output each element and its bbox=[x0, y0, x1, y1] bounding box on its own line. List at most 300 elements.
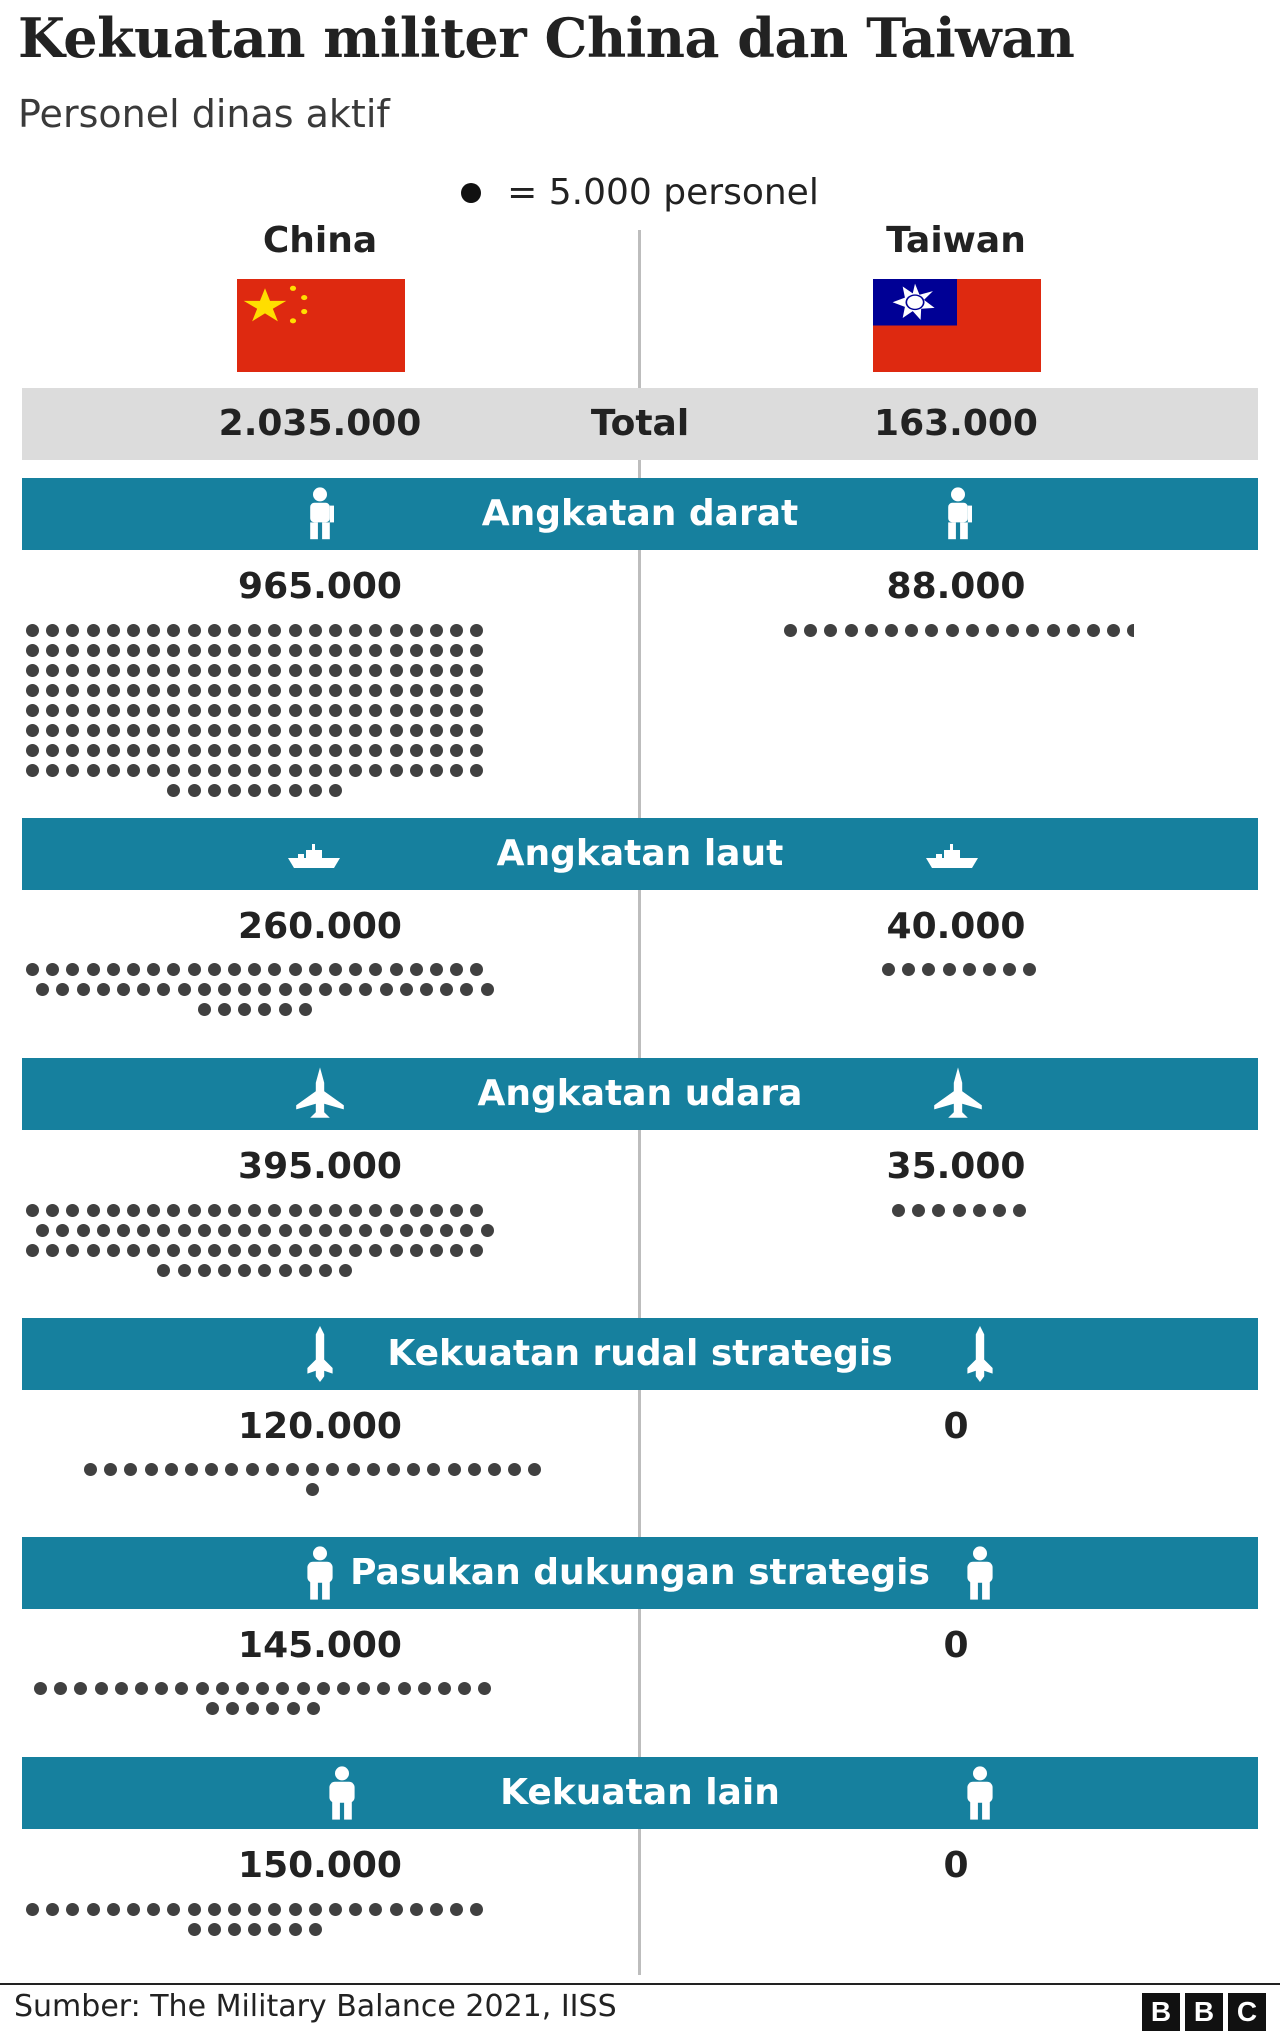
personnel-dot bbox=[208, 784, 221, 797]
personnel-dot bbox=[107, 724, 120, 737]
personnel-dot bbox=[117, 983, 130, 996]
personnel-dot bbox=[87, 764, 100, 777]
personnel-dot bbox=[460, 1224, 473, 1237]
personnel-dot bbox=[289, 724, 302, 737]
personnel-dot bbox=[167, 644, 180, 657]
personnel-dot bbox=[167, 664, 180, 677]
personnel-dot bbox=[188, 1903, 201, 1916]
personnel-dot bbox=[450, 764, 463, 777]
personnel-dot bbox=[349, 724, 362, 737]
army-taiwan-value: 88.000 bbox=[886, 566, 1026, 607]
personnel-dot bbox=[986, 624, 999, 637]
personnel-dot bbox=[420, 1224, 433, 1237]
personnel-dot bbox=[410, 664, 423, 677]
personnel-dot bbox=[410, 1903, 423, 1916]
personnel-dot bbox=[117, 1224, 130, 1237]
personnel-dot bbox=[107, 1204, 120, 1217]
personnel-dot bbox=[279, 983, 292, 996]
personnel-dot bbox=[400, 1224, 413, 1237]
personnel-dot bbox=[410, 724, 423, 737]
section-label-airforce: Angkatan udara bbox=[477, 1073, 803, 1114]
personnel-dot bbox=[167, 1204, 180, 1217]
personnel-dot bbox=[390, 624, 403, 637]
person-icon bbox=[950, 1765, 1010, 1821]
personnel-dot bbox=[488, 1463, 501, 1476]
personnel-dot bbox=[66, 963, 79, 976]
personnel-dot bbox=[369, 744, 382, 757]
personnel-dot bbox=[127, 744, 140, 757]
personnel-dot bbox=[450, 684, 463, 697]
personnel-dot bbox=[329, 644, 342, 657]
section-header-support-force bbox=[22, 1537, 1258, 1609]
personnel-dot bbox=[266, 1702, 279, 1715]
personnel-dot bbox=[236, 1682, 249, 1695]
personnel-dot bbox=[188, 1204, 201, 1217]
personnel-dot bbox=[167, 624, 180, 637]
personnel-dot bbox=[178, 1264, 191, 1277]
personnel-dot bbox=[1013, 1204, 1026, 1217]
personnel-dot bbox=[268, 1204, 281, 1217]
taiwan-flag-icon bbox=[873, 279, 1041, 372]
personnel-dot bbox=[84, 1463, 97, 1476]
personnel-dot bbox=[26, 664, 39, 677]
personnel-dot bbox=[248, 963, 261, 976]
personnel-dot bbox=[87, 624, 100, 637]
personnel-dot bbox=[470, 724, 483, 737]
personnel-dot bbox=[74, 1682, 87, 1695]
section-label-support-force: Pasukan dukungan strategis bbox=[350, 1552, 930, 1593]
ship-icon bbox=[922, 826, 982, 882]
personnel-dot bbox=[1006, 624, 1019, 637]
personnel-dot bbox=[882, 963, 895, 976]
personnel-dot bbox=[127, 724, 140, 737]
personnel-dot bbox=[902, 963, 915, 976]
personnel-dot bbox=[390, 1204, 403, 1217]
personnel-dot bbox=[66, 704, 79, 717]
personnel-dot bbox=[905, 624, 918, 637]
personnel-dot bbox=[306, 1463, 319, 1476]
personnel-dot bbox=[127, 684, 140, 697]
personnel-dot bbox=[357, 1682, 370, 1695]
personnel-dot bbox=[337, 1682, 350, 1695]
personnel-dot bbox=[268, 784, 281, 797]
personnel-dot bbox=[115, 1682, 128, 1695]
personnel-dot bbox=[228, 724, 241, 737]
personnel-dot bbox=[925, 624, 938, 637]
personnel-dot bbox=[66, 744, 79, 757]
personnel-dot bbox=[430, 644, 443, 657]
chart-subtitle: Personel dinas aktif bbox=[18, 92, 390, 136]
personnel-dot bbox=[26, 1244, 39, 1257]
personnel-dot bbox=[450, 644, 463, 657]
personnel-dot bbox=[127, 664, 140, 677]
personnel-dot bbox=[147, 1204, 160, 1217]
personnel-dot bbox=[238, 1264, 251, 1277]
personnel-dot bbox=[309, 704, 322, 717]
personnel-dot bbox=[349, 704, 362, 717]
personnel-dot bbox=[135, 1682, 148, 1695]
personnel-dot bbox=[198, 983, 211, 996]
personnel-dot bbox=[427, 1463, 440, 1476]
personnel-dot bbox=[349, 1244, 362, 1257]
personnel-dot bbox=[349, 764, 362, 777]
personnel-dot bbox=[188, 1923, 201, 1936]
personnel-dot bbox=[329, 1204, 342, 1217]
personnel-dot bbox=[26, 744, 39, 757]
personnel-dot bbox=[458, 1682, 471, 1695]
personnel-dot bbox=[145, 1463, 158, 1476]
personnel-dot bbox=[430, 963, 443, 976]
person-icon bbox=[950, 1545, 1010, 1601]
personnel-dot bbox=[137, 1224, 150, 1237]
personnel-dot bbox=[157, 1264, 170, 1277]
personnel-dot bbox=[279, 1264, 292, 1277]
personnel-dot bbox=[218, 1264, 231, 1277]
support-force-taiwan-value: 0 bbox=[943, 1625, 969, 1666]
personnel-dot bbox=[87, 963, 100, 976]
personnel-dot bbox=[198, 1264, 211, 1277]
personnel-dot bbox=[824, 624, 837, 637]
personnel-dot bbox=[208, 704, 221, 717]
personnel-dot bbox=[107, 704, 120, 717]
section-label-navy: Angkatan laut bbox=[496, 833, 784, 874]
personnel-dot bbox=[188, 704, 201, 717]
personnel-dot bbox=[430, 724, 443, 737]
personnel-dot bbox=[46, 744, 59, 757]
personnel-dot bbox=[238, 1003, 251, 1016]
personnel-dot bbox=[46, 1903, 59, 1916]
personnel-dot bbox=[26, 684, 39, 697]
personnel-dot bbox=[329, 784, 342, 797]
personnel-dot bbox=[147, 963, 160, 976]
personnel-dot bbox=[228, 1244, 241, 1257]
personnel-dot bbox=[1107, 624, 1120, 637]
personnel-dot bbox=[216, 1682, 229, 1695]
personnel-dot bbox=[470, 963, 483, 976]
personnel-dot bbox=[369, 684, 382, 697]
personnel-dot bbox=[286, 1463, 299, 1476]
personnel-dot bbox=[188, 744, 201, 757]
personnel-dot bbox=[248, 784, 261, 797]
personnel-dot bbox=[309, 664, 322, 677]
personnel-dot bbox=[369, 1903, 382, 1916]
personnel-dot bbox=[175, 1682, 188, 1695]
personnel-dot bbox=[470, 1204, 483, 1217]
personnel-dot bbox=[66, 624, 79, 637]
personnel-dot bbox=[127, 764, 140, 777]
personnel-dot bbox=[188, 963, 201, 976]
personnel-dot bbox=[309, 784, 322, 797]
total-label: Total bbox=[590, 403, 690, 444]
personnel-dot bbox=[369, 704, 382, 717]
personnel-dot bbox=[963, 963, 976, 976]
personnel-dot bbox=[430, 664, 443, 677]
personnel-dot bbox=[248, 644, 261, 657]
personnel-dot bbox=[390, 764, 403, 777]
personnel-dot bbox=[208, 963, 221, 976]
personnel-dot bbox=[185, 1463, 198, 1476]
personnel-dot bbox=[107, 624, 120, 637]
personnel-dot bbox=[430, 704, 443, 717]
personnel-dot bbox=[390, 963, 403, 976]
personnel-dot bbox=[912, 1204, 925, 1217]
personnel-dot bbox=[287, 1702, 300, 1715]
personnel-dot bbox=[390, 704, 403, 717]
personnel-dot bbox=[87, 684, 100, 697]
personnel-dot bbox=[390, 724, 403, 737]
personnel-dot bbox=[167, 744, 180, 757]
personnel-dot bbox=[147, 764, 160, 777]
personnel-dot bbox=[410, 744, 423, 757]
total-china-value: 2.035.000 bbox=[218, 403, 422, 444]
personnel-dot bbox=[188, 684, 201, 697]
support-force-china-value: 145.000 bbox=[238, 1625, 402, 1666]
personnel-dot bbox=[885, 624, 898, 637]
personnel-dot bbox=[380, 1224, 393, 1237]
personnel-dot bbox=[390, 664, 403, 677]
personnel-dot bbox=[289, 963, 302, 976]
personnel-dot bbox=[66, 724, 79, 737]
personnel-dot bbox=[398, 1682, 411, 1695]
personnel-dot bbox=[359, 1224, 372, 1237]
personnel-dot bbox=[218, 1224, 231, 1237]
personnel-dot bbox=[248, 1244, 261, 1257]
personnel-dot bbox=[46, 644, 59, 657]
personnel-dot bbox=[66, 1204, 79, 1217]
personnel-dot bbox=[410, 764, 423, 777]
personnel-dot bbox=[268, 744, 281, 757]
personnel-dot bbox=[268, 664, 281, 677]
personnel-dot bbox=[228, 1923, 241, 1936]
personnel-dot bbox=[400, 983, 413, 996]
soldier-icon bbox=[928, 486, 988, 542]
personnel-dot bbox=[418, 1682, 431, 1695]
section-label-army: Angkatan darat bbox=[481, 493, 799, 534]
personnel-dot bbox=[208, 1903, 221, 1916]
personnel-dot bbox=[932, 1204, 945, 1217]
personnel-dot bbox=[46, 724, 59, 737]
personnel-dot bbox=[289, 1903, 302, 1916]
personnel-dot bbox=[440, 1224, 453, 1237]
personnel-dot bbox=[46, 704, 59, 717]
personnel-dot bbox=[478, 1682, 491, 1695]
rocket-force-china-value: 120.000 bbox=[238, 1406, 402, 1447]
personnel-dot bbox=[450, 1903, 463, 1916]
other-forces-taiwan-value: 0 bbox=[943, 1845, 969, 1886]
personnel-dot bbox=[983, 963, 996, 976]
personnel-dot bbox=[450, 744, 463, 757]
personnel-dot bbox=[208, 644, 221, 657]
personnel-dot bbox=[188, 644, 201, 657]
personnel-dot bbox=[410, 963, 423, 976]
personnel-dot bbox=[206, 1702, 219, 1715]
personnel-dot bbox=[188, 624, 201, 637]
personnel-dot bbox=[430, 1204, 443, 1217]
personnel-dot bbox=[46, 764, 59, 777]
personnel-dot bbox=[107, 1903, 120, 1916]
personnel-dot bbox=[993, 1204, 1006, 1217]
personnel-dot bbox=[56, 983, 69, 996]
personnel-dot bbox=[430, 1903, 443, 1916]
personnel-dot bbox=[306, 1483, 319, 1496]
country-label-taiwan: Taiwan bbox=[886, 220, 1026, 261]
personnel-dot bbox=[966, 624, 979, 637]
personnel-dot bbox=[198, 1224, 211, 1237]
personnel-dot bbox=[167, 724, 180, 737]
personnel-dot bbox=[238, 1224, 251, 1237]
personnel-dot bbox=[369, 624, 382, 637]
personnel-dot bbox=[268, 644, 281, 657]
personnel-dot bbox=[208, 744, 221, 757]
personnel-dot bbox=[258, 1264, 271, 1277]
footer-divider bbox=[0, 1983, 1280, 1985]
personnel-dot bbox=[97, 1224, 110, 1237]
personnel-dot bbox=[865, 624, 878, 637]
personnel-dot bbox=[309, 764, 322, 777]
personnel-dot bbox=[410, 684, 423, 697]
personnel-dot bbox=[248, 684, 261, 697]
personnel-dot bbox=[289, 1923, 302, 1936]
personnel-dot bbox=[329, 664, 342, 677]
personnel-dot bbox=[289, 704, 302, 717]
personnel-dot bbox=[299, 983, 312, 996]
personnel-dot bbox=[228, 704, 241, 717]
personnel-dot bbox=[470, 684, 483, 697]
personnel-dot bbox=[329, 963, 342, 976]
personnel-dot bbox=[46, 963, 59, 976]
personnel-dot bbox=[410, 1244, 423, 1257]
personnel-dot bbox=[147, 704, 160, 717]
personnel-dot bbox=[107, 1244, 120, 1257]
personnel-dot bbox=[258, 983, 271, 996]
personnel-dot bbox=[309, 1204, 322, 1217]
personnel-dot bbox=[326, 1463, 339, 1476]
personnel-dot bbox=[943, 963, 956, 976]
airforce-taiwan-value: 35.000 bbox=[886, 1146, 1026, 1187]
bbc-logo bbox=[1142, 1993, 1266, 2031]
rocket-force-taiwan-value: 0 bbox=[943, 1406, 969, 1447]
personnel-dot bbox=[339, 1224, 352, 1237]
personnel-dot bbox=[188, 1244, 201, 1257]
personnel-dot bbox=[178, 983, 191, 996]
personnel-dot bbox=[157, 983, 170, 996]
personnel-dot bbox=[329, 624, 342, 637]
personnel-dot bbox=[87, 744, 100, 757]
personnel-dot bbox=[481, 983, 494, 996]
personnel-dot bbox=[127, 704, 140, 717]
personnel-dot bbox=[1023, 963, 1036, 976]
personnel-dot bbox=[66, 1903, 79, 1916]
personnel-dot bbox=[87, 644, 100, 657]
personnel-dot bbox=[317, 1682, 330, 1695]
legend-text: = 5.000 personel bbox=[507, 172, 819, 213]
personnel-dot bbox=[470, 1244, 483, 1257]
missile-icon bbox=[950, 1326, 1010, 1382]
personnel-dot bbox=[1047, 624, 1060, 637]
bbc-logo-letter: B bbox=[1142, 1993, 1180, 2031]
personnel-dot bbox=[167, 1244, 180, 1257]
total-taiwan-value: 163.000 bbox=[874, 403, 1038, 444]
personnel-dot bbox=[349, 1903, 362, 1916]
personnel-dot bbox=[430, 744, 443, 757]
personnel-dot bbox=[369, 1244, 382, 1257]
personnel-dot bbox=[450, 664, 463, 677]
personnel-dot bbox=[248, 744, 261, 757]
personnel-dot bbox=[107, 664, 120, 677]
personnel-dot bbox=[46, 684, 59, 697]
personnel-dot bbox=[127, 1204, 140, 1217]
personnel-dot bbox=[407, 1463, 420, 1476]
personnel-dot bbox=[470, 704, 483, 717]
personnel-dot bbox=[309, 1923, 322, 1936]
personnel-dot bbox=[188, 724, 201, 737]
personnel-dot bbox=[420, 983, 433, 996]
personnel-dot bbox=[198, 1003, 211, 1016]
personnel-dot bbox=[208, 724, 221, 737]
personnel-dot bbox=[26, 624, 39, 637]
personnel-dot-partial bbox=[1127, 624, 1134, 637]
personnel-dot bbox=[410, 704, 423, 717]
personnel-dot bbox=[167, 963, 180, 976]
personnel-dot bbox=[127, 624, 140, 637]
airforce-china-value: 395.000 bbox=[238, 1146, 402, 1187]
personnel-dot bbox=[26, 704, 39, 717]
personnel-dot bbox=[329, 684, 342, 697]
personnel-dot bbox=[289, 784, 302, 797]
personnel-dot bbox=[208, 684, 221, 697]
personnel-dot bbox=[349, 644, 362, 657]
personnel-dot bbox=[228, 624, 241, 637]
section-header-navy bbox=[22, 818, 1258, 890]
legend bbox=[0, 172, 1280, 213]
personnel-dot bbox=[87, 1903, 100, 1916]
personnel-dot bbox=[922, 963, 935, 976]
personnel-dot bbox=[845, 624, 858, 637]
personnel-dot bbox=[410, 644, 423, 657]
bbc-logo-letter: C bbox=[1228, 1993, 1266, 2031]
personnel-dot bbox=[107, 644, 120, 657]
personnel-dot bbox=[104, 1463, 117, 1476]
personnel-dot bbox=[167, 1903, 180, 1916]
personnel-dot bbox=[289, 764, 302, 777]
personnel-dot bbox=[66, 664, 79, 677]
personnel-dot bbox=[349, 1204, 362, 1217]
personnel-dot bbox=[804, 624, 817, 637]
personnel-dot bbox=[167, 764, 180, 777]
personnel-dot bbox=[369, 644, 382, 657]
personnel-dot bbox=[470, 624, 483, 637]
personnel-dot bbox=[107, 963, 120, 976]
personnel-dot bbox=[369, 963, 382, 976]
personnel-dot bbox=[268, 704, 281, 717]
personnel-dot bbox=[165, 1463, 178, 1476]
personnel-dot bbox=[228, 784, 241, 797]
personnel-dot bbox=[299, 1224, 312, 1237]
personnel-dot bbox=[1003, 963, 1016, 976]
personnel-dot bbox=[309, 684, 322, 697]
personnel-dot bbox=[228, 664, 241, 677]
personnel-dot bbox=[289, 624, 302, 637]
personnel-dot bbox=[268, 724, 281, 737]
personnel-dot bbox=[246, 1702, 259, 1715]
personnel-dot bbox=[248, 764, 261, 777]
personnel-dot bbox=[347, 1463, 360, 1476]
personnel-dot bbox=[279, 1003, 292, 1016]
personnel-dot bbox=[380, 983, 393, 996]
personnel-dot bbox=[309, 744, 322, 757]
personnel-dot bbox=[208, 1244, 221, 1257]
personnel-dot bbox=[97, 983, 110, 996]
